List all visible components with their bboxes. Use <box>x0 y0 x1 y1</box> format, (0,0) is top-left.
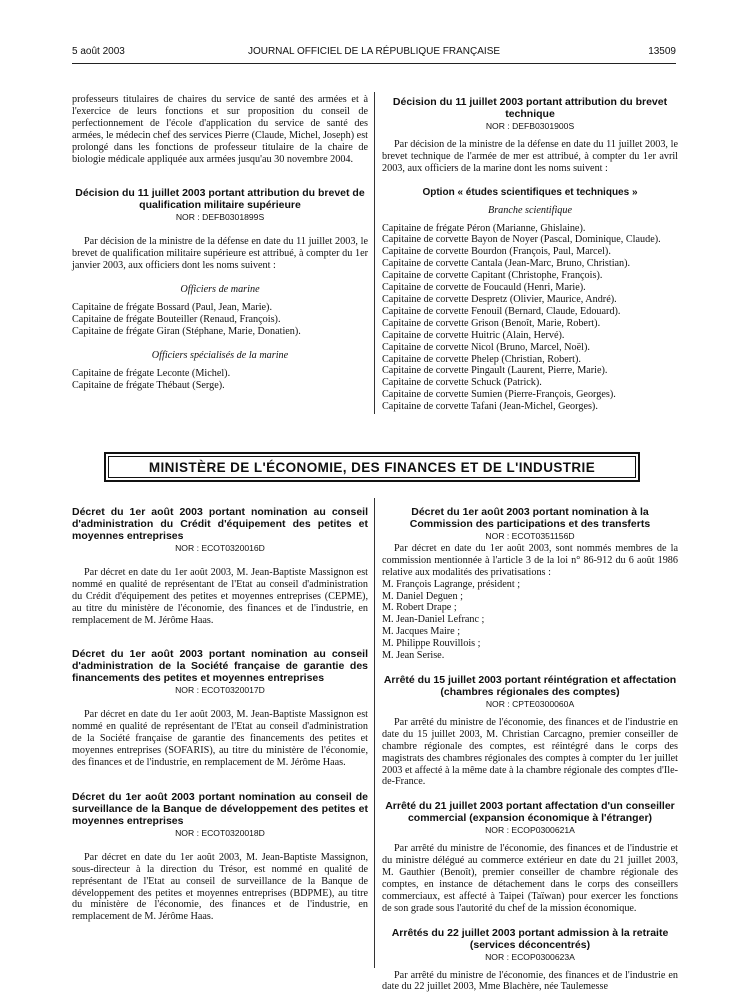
bottom-left-column <box>72 506 368 923</box>
list-item: M. Robert Drape ; <box>382 602 457 614</box>
arrete-paragraph: Par arrêté du ministre de l'économie, des finances et de l'industrie en date du 15 juillet 2003, M. Christian Carcagno, premier conseiller de chambre régionale des comptes, est réintégré dans le corps des magistrats des chambres régionales des comptes à compter du 1er juillet 2003 et affecté à la même date à la chambre régionale des comptes d'Ile-de-France. <box>382 716 678 788</box>
arrete-title: Arrêtés du 22 juillet 2003 portant admission à la retraite (services déconcentrés) <box>391 926 669 951</box>
officers-list <box>382 223 678 414</box>
list-item: Capitaine de corvette Huitric (Alain, Hervé). <box>382 329 565 341</box>
nor-reference: NOR : ECOT0320016D <box>175 543 265 553</box>
list-item: Capitaine de corvette Phelep (Christian, Robert). <box>382 353 581 365</box>
nor-reference: NOR : ECOP0300623A <box>485 951 575 962</box>
continuation-paragraph: professeurs titulaires de chaires du service de santé des armées et à l'exercice de leurs fonctions et sur proposition du conseil de perfectionnement de l'école d'application du service de santé des armées, le médecin chef des services Pierre (Claude, Michel, Joseph) est prolongé dans les fonctions de professeur titulaire de la chaire de biologie médicale appliquée aux armées jusqu'au 30 novembre 2004. <box>72 94 368 165</box>
decree-paragraph: Par décret en date du 1er août 2003, sont nommés membres de la commission mentionnée à l'article 3 de la loi n° 86-912 du 6 août 1986 relative aux modalités des privatisations : <box>382 542 678 578</box>
list-item: M. Jacques Maire ; <box>382 626 461 638</box>
arrete-title: Arrêté du 21 juillet 2003 portant affectation d'un conseiller commercial (expansion économique à l'étranger) <box>385 800 675 825</box>
list-item: M. Jean Serise. <box>382 650 445 662</box>
ministry-banner-title: MINISTÈRE DE L'ÉCONOMIE, DES FINANCES ET DE L'INDUSTRIE <box>108 456 636 478</box>
header-journal-title: JOURNAL OFFICIEL DE LA RÉPUBLIQUE FRANÇAISE <box>247 46 501 57</box>
list-item: Capitaine de corvette Tafani (Jean-Michel, Georges). <box>382 401 598 413</box>
officers-list <box>72 368 368 392</box>
list-item: Capitaine de corvette Despretz (Olivier, Maurice, André). <box>382 293 617 305</box>
header-date: 5 août 2003 <box>72 46 125 57</box>
nor-reference: NOR : ECOP0300621A <box>485 825 575 836</box>
arrete-paragraph: Par arrêté du ministre de l'économie, des finances et de l'industrie et du ministre délégué au commerce extérieur en date du 21 juillet 2003, M. Gauthier (Benoît), premier conseiller de chambre régionale des comptes, en instance de détachement dans le corps des conseillers commerciaux, est affecté à Taipei (Taïwan) pour exercer les fonctions de son grade sous l'autorité du chef de la mission économique. <box>382 843 678 914</box>
list-item: Capitaine de corvette Cantala (Jean-Marc, Bruno, Christian). <box>382 258 631 270</box>
top-left-column <box>72 94 368 391</box>
decree-paragraph: Par décret en date du 1er août 2003, M. Jean-Baptiste Massignon est nommé en qualité de représentant de l'Etat au conseil d'administration du Crédit d'équipement des petites et moyennes entreprises (CEPME), au titre du ministère de l'économie, des finances et de l'industrie, en remplacement de M. Jérôme Haas. <box>72 566 368 626</box>
decision-title: Décision du 11 juillet 2003 portant attribution du brevet technique <box>392 96 668 120</box>
list-item: Capitaine de frégate Bossard (Paul, Jean, Marie). <box>72 301 272 313</box>
list-item: Capitaine de frégate Bouteiller (Renaud, François). <box>72 313 281 325</box>
decree-title: Décret du 1er août 2003 portant nomination à la Commission des participations et des transferts <box>409 506 651 530</box>
decree-title: Décret du 1er août 2003 portant nomination au conseil d'administration de la Société française de garantie des financements des petites et moyennes entreprises <box>72 648 368 685</box>
list-item: M. Philippe Rouvillois ; <box>382 638 481 650</box>
nor-reference: NOR : CPTE0300060A <box>485 698 575 709</box>
list-item: Capitaine de frégate Giran (Stéphane, Marie, Donatien). <box>72 325 301 337</box>
column-divider-top <box>374 92 375 414</box>
decree-paragraph: Par décret en date du 1er août 2003, M. Jean-Baptiste Massignon est nommé en qualité de représentant de l'Etat au conseil d'administration de la Société française de garantie des financements des petites et moyennes entreprises (SOFARIS), au titre du ministère de l'économie, des finances et de l'industrie, en remplacement de M. Jérôme Haas. <box>72 709 368 768</box>
list-item: Capitaine de corvette de Foucauld (Henri, Marie). <box>382 282 586 294</box>
list-item: M. Daniel Deguen ; <box>382 590 463 602</box>
decree-paragraph: Par décret en date du 1er août 2003, M. Jean-Baptiste Massignon, sous-directeur à la direction du Trésor, est nommé en qualité de représentant de l'Etat au conseil de surveillance de la Banque de développement des petites et moyennes entreprises (BDPME), au titre du ministère de l'économie, des finances et de l'industrie, en remplacement de M. Jérôme Haas. <box>72 851 368 923</box>
ministry-banner <box>104 452 640 482</box>
list-item: Capitaine de corvette Capitant (Christophe, François). <box>382 270 603 282</box>
list-item: Capitaine de corvette Pingault (Laurent, Pierre, Marie). <box>382 365 608 377</box>
bottom-right-column <box>382 506 678 993</box>
nor-reference: NOR : ECOT0351156D <box>485 531 575 541</box>
list-item: Capitaine de frégate Thébaut (Serge). <box>72 379 225 391</box>
decision-title: Décision du 11 juillet 2003 portant attribution du brevet de qualification militaire supérieure <box>75 187 365 212</box>
list-item: Capitaine de frégate Péron (Marianne, Ghislaine). <box>382 222 586 234</box>
arrete-paragraph: Par arrêté du ministre de l'économie, des finances et de l'industrie en date du 22 juillet 2003, Mme Blachère, née Taulemesse <box>382 969 678 993</box>
nor-reference: NOR : DEFB0301900S <box>485 121 575 131</box>
option-heading: Option « études scientifiques et techniques » <box>422 186 638 198</box>
section-heading: Officiers de marine <box>180 284 260 296</box>
members-list <box>382 579 678 662</box>
list-item: Capitaine de corvette Bayon de Noyer (Pascal, Dominique, Claude). <box>382 234 661 246</box>
decree-title: Décret du 1er août 2003 portant nomination au conseil de surveillance de la Banque de développement des petites et moyennes entreprises <box>72 790 368 827</box>
header-page-number: 13509 <box>648 46 676 57</box>
nor-reference: NOR : ECOT0320018D <box>175 827 265 838</box>
list-item: Capitaine de corvette Grison (Benoît, Marie, Robert). <box>382 317 601 329</box>
list-item: Capitaine de frégate Leconte (Michel). <box>72 367 231 379</box>
arrete-title: Arrêté du 15 juillet 2003 portant réintégration et affectation (chambres régionales des comptes) <box>383 673 677 698</box>
decision-paragraph: Par décision de la ministre de la défense en date du 11 juillet 2003, le brevet technique de l'armée de mer est attribué, à compter du 1er avril 2003, aux officiers de la marine dont les noms suivent : <box>382 138 678 174</box>
list-item: M. François Lagrange, président ; <box>382 578 521 590</box>
list-item: Capitaine de corvette Fenouil (Bernard, Claude, Edouard). <box>382 305 621 317</box>
top-right-column <box>382 96 678 413</box>
list-item: M. Jean-Daniel Lefranc ; <box>382 614 485 626</box>
nor-reference: NOR : DEFB0301899S <box>175 212 265 223</box>
column-divider-bottom <box>374 498 375 968</box>
branch-heading: Branche scientifique <box>487 204 573 216</box>
nor-reference: NOR : ECOT0320017D <box>175 685 265 696</box>
list-item: Capitaine de corvette Sumien (Pierre-François, Georges). <box>382 389 616 401</box>
list-item: Capitaine de corvette Bourdon (François, Paul, Marcel). <box>382 246 611 258</box>
decision-paragraph: Par décision de la ministre de la défense en date du 11 juillet 2003, le brevet de qualification militaire supérieure est attribué, à compter du 1er janvier 2003, aux officiers dont les noms suivent : <box>72 236 368 272</box>
officers-list <box>72 302 368 338</box>
list-item: Capitaine de corvette Nicol (Bruno, Marcel, Noël). <box>382 341 590 353</box>
decree-title: Décret du 1er août 2003 portant nomination au conseil d'administration du Crédit d'équipement des petites et moyennes entreprises <box>72 506 368 542</box>
section-heading: Officiers spécialisés de la marine <box>151 349 289 361</box>
list-item: Capitaine de corvette Schuck (Patrick). <box>382 377 542 389</box>
header-divider <box>72 63 676 64</box>
